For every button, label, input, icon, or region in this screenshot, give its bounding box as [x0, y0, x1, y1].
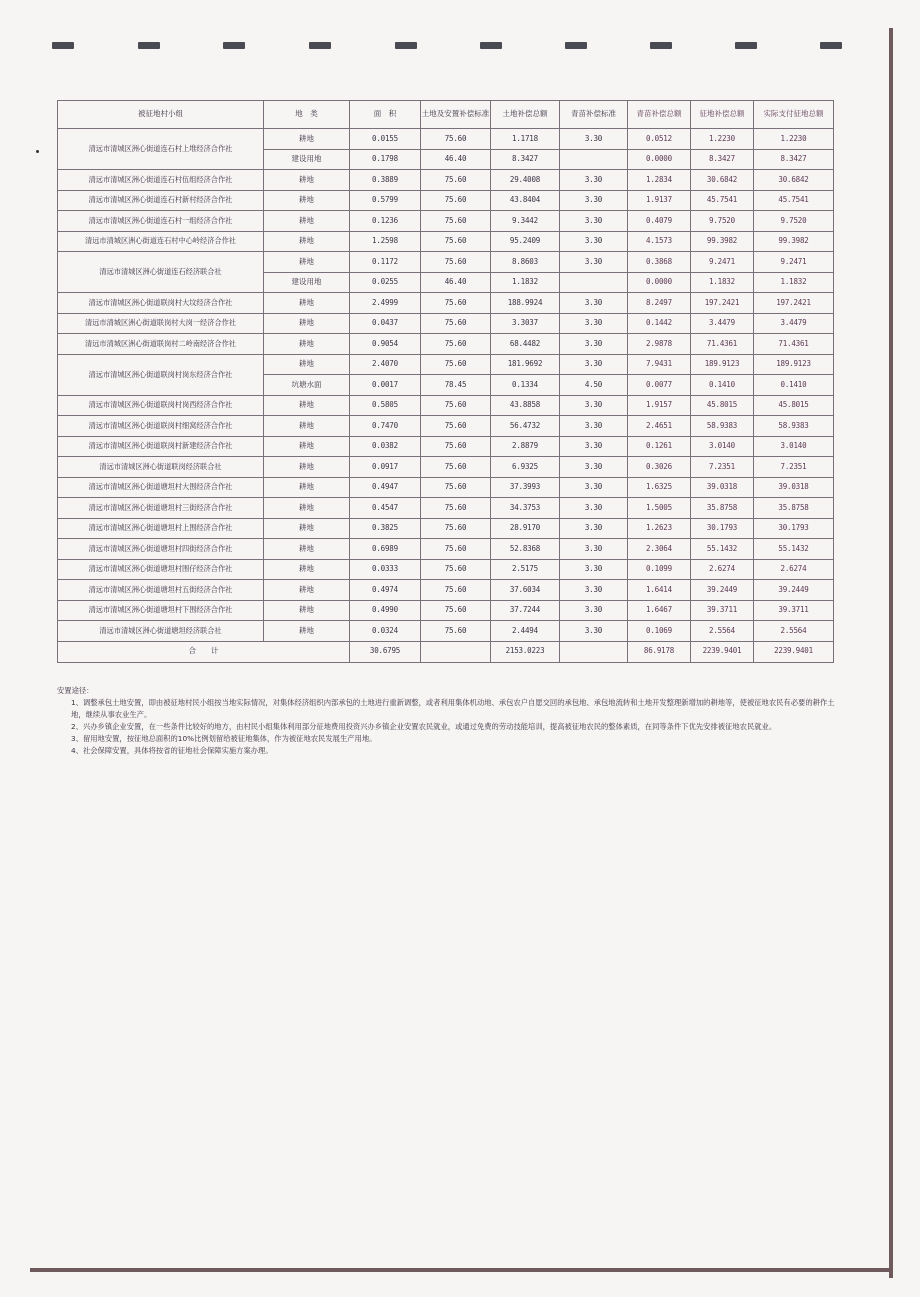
crop-comp-cell: 0.0000	[628, 272, 691, 293]
total-crop-comp-cell: 86.9178	[628, 641, 691, 662]
header-standard: 土地及安置补偿标准	[421, 101, 491, 129]
standard-cell: 75.60	[421, 354, 491, 375]
crop-comp-cell: 1.2623	[628, 518, 691, 539]
paid-total-cell: 45.8015	[754, 395, 834, 416]
paid-total-cell: 30.6842	[754, 170, 834, 191]
total-comp-cell: 2.6274	[691, 559, 754, 580]
area-cell: 0.0255	[350, 272, 421, 293]
total-paid-cell: 2239.9401	[754, 641, 834, 662]
crop-standard-cell	[560, 149, 628, 170]
page-border-bottom	[30, 1268, 892, 1272]
crop-standard-cell: 3.30	[560, 293, 628, 314]
land-type-cell: 耕地	[264, 436, 350, 457]
area-cell: 0.4990	[350, 600, 421, 621]
header-crop-comp: 青苗补偿总额	[628, 101, 691, 129]
compensation-table	[57, 100, 834, 663]
area-cell: 2.4070	[350, 354, 421, 375]
paid-total-cell: 8.3427	[754, 149, 834, 170]
table-row	[58, 518, 834, 539]
area-cell: 0.1236	[350, 211, 421, 232]
table-row	[58, 252, 834, 273]
group-name-cell: 清远市清城区洲心街道连石村一组经济合作社	[58, 211, 264, 232]
standard-cell: 75.60	[421, 334, 491, 355]
standard-cell: 75.60	[421, 129, 491, 150]
standard-cell: 78.45	[421, 375, 491, 396]
land-comp-cell: 188.9924	[491, 293, 560, 314]
paid-total-cell: 7.2351	[754, 457, 834, 478]
punch-hole	[820, 42, 842, 49]
total-comp-cell: 197.2421	[691, 293, 754, 314]
land-comp-cell: 8.3427	[491, 149, 560, 170]
header-group: 被征地村小组	[58, 101, 264, 129]
standard-cell: 75.60	[421, 313, 491, 334]
land-comp-cell: 28.9170	[491, 518, 560, 539]
total-comp-cell: 8.3427	[691, 149, 754, 170]
land-type-cell: 坑塘水面	[264, 375, 350, 396]
crop-standard-cell: 3.30	[560, 252, 628, 273]
group-name-cell: 清远市清城区洲心街道塘坦村五街经济合作社	[58, 580, 264, 601]
crop-standard-cell	[560, 272, 628, 293]
group-name-cell: 清远市清城区洲心街道连石村伍组经济合作社	[58, 170, 264, 191]
standard-cell: 75.60	[421, 477, 491, 498]
group-name-cell: 清远市清城区洲心街道连石村上堆经济合作社	[58, 129, 264, 170]
total-comp-cell: 9.2471	[691, 252, 754, 273]
crop-comp-cell: 1.6325	[628, 477, 691, 498]
paid-total-cell: 39.3711	[754, 600, 834, 621]
area-cell: 0.4547	[350, 498, 421, 519]
area-cell: 0.4974	[350, 580, 421, 601]
total-comp-cell: 39.0318	[691, 477, 754, 498]
land-type-cell: 耕地	[264, 621, 350, 642]
paid-total-cell: 2.6274	[754, 559, 834, 580]
area-cell: 0.7470	[350, 416, 421, 437]
group-name-cell: 清远市清城区洲心街道连石村中心岭经济合作社	[58, 231, 264, 252]
land-comp-cell: 56.4732	[491, 416, 560, 437]
land-comp-cell: 95.2409	[491, 231, 560, 252]
area-cell: 0.3889	[350, 170, 421, 191]
area-cell: 0.0017	[350, 375, 421, 396]
crop-comp-cell: 1.2834	[628, 170, 691, 191]
punch-hole	[565, 42, 587, 49]
crop-standard-cell: 3.30	[560, 129, 628, 150]
crop-standard-cell: 3.30	[560, 190, 628, 211]
total-comp-cell: 9.7520	[691, 211, 754, 232]
crop-standard-cell: 3.30	[560, 477, 628, 498]
land-type-cell: 耕地	[264, 231, 350, 252]
land-type-cell: 耕地	[264, 457, 350, 478]
crop-comp-cell: 1.9137	[628, 190, 691, 211]
crop-comp-cell: 2.4651	[628, 416, 691, 437]
crop-comp-cell: 0.0000	[628, 149, 691, 170]
group-name-cell: 清远市清城区洲心街道塘坦村大围经济合作社	[58, 477, 264, 498]
land-comp-cell: 1.1718	[491, 129, 560, 150]
paid-total-cell: 1.2230	[754, 129, 834, 150]
crop-comp-cell: 2.3064	[628, 539, 691, 560]
punch-hole	[138, 42, 160, 49]
paid-total-cell: 3.4479	[754, 313, 834, 334]
crop-standard-cell: 3.30	[560, 457, 628, 478]
crop-standard-cell: 3.30	[560, 334, 628, 355]
land-comp-cell: 43.8404	[491, 190, 560, 211]
table-row	[58, 436, 834, 457]
crop-comp-cell: 0.1069	[628, 621, 691, 642]
crop-standard-cell: 3.30	[560, 436, 628, 457]
land-type-cell: 耕地	[264, 539, 350, 560]
land-type-cell: 耕地	[264, 190, 350, 211]
total-comp-cell: 39.3711	[691, 600, 754, 621]
crop-comp-cell: 1.5005	[628, 498, 691, 519]
area-cell: 0.1798	[350, 149, 421, 170]
standard-cell: 75.60	[421, 518, 491, 539]
table-row	[58, 416, 834, 437]
paid-total-cell: 197.2421	[754, 293, 834, 314]
note-item: 3、留用地安置，按征地总面积的10%比例划留给被征地集体，作为被征地农民发展生产用地。	[71, 734, 377, 743]
standard-cell: 75.60	[421, 416, 491, 437]
standard-cell: 75.60	[421, 436, 491, 457]
total-comp-cell: 45.8015	[691, 395, 754, 416]
area-cell: 0.1172	[350, 252, 421, 273]
note-item: 1、调整承包土地安置，即由被征地村民小组按当地实际情况，对集体经济组织内部承包的土地进行重新调整，或者利用集体机动地、承包农户自愿交回的承包地、承包地流转和土地开发整理新增加的耕地等，使被征地农民有必要的耕作土地，继续从事农业生产。	[71, 698, 835, 719]
standard-cell: 75.60	[421, 539, 491, 560]
land-type-cell: 耕地	[264, 477, 350, 498]
area-cell: 0.5805	[350, 395, 421, 416]
paid-total-cell: 3.0140	[754, 436, 834, 457]
paid-total-cell: 45.7541	[754, 190, 834, 211]
crop-comp-cell: 0.1442	[628, 313, 691, 334]
punch-hole	[650, 42, 672, 49]
land-type-cell: 建设用地	[264, 272, 350, 293]
land-comp-cell: 2.5175	[491, 559, 560, 580]
group-name-cell: 清远市清城区洲心街道塘坦村上围经济合作社	[58, 518, 264, 539]
land-comp-cell: 2.4494	[491, 621, 560, 642]
land-comp-cell: 34.3753	[491, 498, 560, 519]
area-cell: 0.0917	[350, 457, 421, 478]
empty-cell	[421, 641, 491, 662]
group-name-cell: 清远市清城区洲心街道联岗村大岗一经济合作社	[58, 313, 264, 334]
standard-cell: 75.60	[421, 170, 491, 191]
crop-comp-cell: 0.0512	[628, 129, 691, 150]
land-type-cell: 耕地	[264, 129, 350, 150]
total-comp-cell: 30.6842	[691, 170, 754, 191]
crop-standard-cell: 3.30	[560, 170, 628, 191]
table-row	[58, 559, 834, 580]
total-comp-cell: 3.4479	[691, 313, 754, 334]
total-comp-cell: 39.2449	[691, 580, 754, 601]
group-name-cell: 清远市清城区洲心街道塘坦村三街经济合作社	[58, 498, 264, 519]
area-cell: 0.5799	[350, 190, 421, 211]
table-row	[58, 580, 834, 601]
header-paid-total: 实际支付征地总额	[754, 101, 834, 129]
crop-comp-cell: 8.2497	[628, 293, 691, 314]
land-comp-cell: 37.3993	[491, 477, 560, 498]
punch-hole	[480, 42, 502, 49]
crop-standard-cell: 3.30	[560, 211, 628, 232]
area-cell: 1.2598	[350, 231, 421, 252]
total-comp-cell: 55.1432	[691, 539, 754, 560]
land-type-cell: 耕地	[264, 416, 350, 437]
crop-standard-cell: 3.30	[560, 580, 628, 601]
standard-cell: 46.40	[421, 149, 491, 170]
area-cell: 0.0324	[350, 621, 421, 642]
header-land-comp: 土地补偿总额	[491, 101, 560, 129]
table-row	[58, 170, 834, 191]
area-cell: 0.0333	[350, 559, 421, 580]
land-comp-cell: 9.3442	[491, 211, 560, 232]
paid-total-cell: 39.2449	[754, 580, 834, 601]
paid-total-cell: 39.0318	[754, 477, 834, 498]
land-type-cell: 耕地	[264, 211, 350, 232]
land-comp-cell: 37.7244	[491, 600, 560, 621]
crop-standard-cell: 3.30	[560, 395, 628, 416]
table-row	[58, 600, 834, 621]
land-type-cell: 耕地	[264, 252, 350, 273]
paid-total-cell: 2.5564	[754, 621, 834, 642]
standard-cell: 75.60	[421, 190, 491, 211]
group-name-cell: 清远市清城区洲心街道联岗村二岭南经济合作社	[58, 334, 264, 355]
paid-total-cell: 30.1793	[754, 518, 834, 539]
paid-total-cell: 189.9123	[754, 354, 834, 375]
punch-hole	[52, 42, 74, 49]
table-row	[58, 457, 834, 478]
crop-standard-cell: 3.30	[560, 559, 628, 580]
group-name-cell: 清远市清城区洲心街道联岗村细窝经济合作社	[58, 416, 264, 437]
land-comp-cell: 68.4482	[491, 334, 560, 355]
paid-total-cell: 99.3982	[754, 231, 834, 252]
area-cell: 2.4999	[350, 293, 421, 314]
crop-comp-cell: 1.9157	[628, 395, 691, 416]
crop-standard-cell: 3.30	[560, 539, 628, 560]
punch-hole	[735, 42, 757, 49]
header-area: 面 积	[350, 101, 421, 129]
table-row	[58, 498, 834, 519]
notes-title: 安置途径：	[57, 686, 94, 695]
standard-cell: 75.60	[421, 252, 491, 273]
standard-cell: 75.60	[421, 580, 491, 601]
resettlement-notes	[57, 685, 837, 757]
total-comp-cell: 7.2351	[691, 457, 754, 478]
land-type-cell: 耕地	[264, 170, 350, 191]
group-name-cell: 清远市清城区洲心街道联岗村大坟经济合作社	[58, 293, 264, 314]
total-comp-cell: 35.8758	[691, 498, 754, 519]
group-name-cell: 清远市清城区洲心街道连石村新村经济合作社	[58, 190, 264, 211]
land-type-cell: 耕地	[264, 395, 350, 416]
group-name-cell: 清远市清城区洲心街道塘坦村下围经济合作社	[58, 600, 264, 621]
paid-total-cell: 55.1432	[754, 539, 834, 560]
total-comp-cell: 71.4361	[691, 334, 754, 355]
crop-standard-cell: 4.50	[560, 375, 628, 396]
note-item: 2、兴办乡镇企业安置，在一些条件比较好的地方，由村民小组集体利用部分征地费用投资兴办乡镇企业安置农民就业，或通过免费的劳动技能培训，提高被征地农民的整体素质，在同等条件下优先安排被征地农民就业。	[71, 722, 777, 731]
table-row	[58, 129, 834, 150]
area-cell: 0.6989	[350, 539, 421, 560]
land-type-cell: 耕地	[264, 580, 350, 601]
total-area-cell: 30.6795	[350, 641, 421, 662]
paid-total-cell: 9.2471	[754, 252, 834, 273]
paid-total-cell: 1.1832	[754, 272, 834, 293]
total-comp-cell: 2239.9401	[691, 641, 754, 662]
crop-comp-cell: 4.1573	[628, 231, 691, 252]
land-comp-cell: 2.8879	[491, 436, 560, 457]
crop-comp-cell: 7.9431	[628, 354, 691, 375]
land-comp-cell: 1.1832	[491, 272, 560, 293]
crop-standard-cell: 3.30	[560, 621, 628, 642]
crop-standard-cell: 3.30	[560, 600, 628, 621]
standard-cell: 75.60	[421, 621, 491, 642]
page-border-right	[889, 28, 893, 1278]
standard-cell: 75.60	[421, 498, 491, 519]
header-crop-standard: 青苗补偿标准	[560, 101, 628, 129]
crop-standard-cell: 3.30	[560, 231, 628, 252]
land-comp-cell: 52.8368	[491, 539, 560, 560]
standard-cell: 75.60	[421, 600, 491, 621]
land-type-cell: 耕地	[264, 559, 350, 580]
paid-total-cell: 71.4361	[754, 334, 834, 355]
crop-comp-cell: 0.3026	[628, 457, 691, 478]
total-label-cell: 合 计	[58, 641, 350, 662]
land-comp-cell: 8.8603	[491, 252, 560, 273]
paid-total-cell: 0.1410	[754, 375, 834, 396]
land-type-cell: 耕地	[264, 313, 350, 334]
crop-standard-cell: 3.30	[560, 518, 628, 539]
group-name-cell: 清远市清城区洲心街道联岗经济联合社	[58, 457, 264, 478]
total-comp-cell: 2.5564	[691, 621, 754, 642]
land-comp-cell: 6.9325	[491, 457, 560, 478]
land-type-cell: 耕地	[264, 293, 350, 314]
table-row	[58, 539, 834, 560]
paid-total-cell: 35.8758	[754, 498, 834, 519]
crop-comp-cell: 0.4079	[628, 211, 691, 232]
header-total-comp: 征地补偿总额	[691, 101, 754, 129]
total-row	[58, 641, 834, 662]
crop-standard-cell: 3.30	[560, 354, 628, 375]
total-comp-cell: 189.9123	[691, 354, 754, 375]
total-comp-cell: 58.9383	[691, 416, 754, 437]
empty-cell	[560, 641, 628, 662]
land-comp-cell: 43.8858	[491, 395, 560, 416]
land-comp-cell: 37.6034	[491, 580, 560, 601]
group-name-cell: 清远市清城区洲心街道联岗村岗东经济合作社	[58, 354, 264, 395]
table-row	[58, 211, 834, 232]
crop-comp-cell: 0.1099	[628, 559, 691, 580]
land-type-cell: 耕地	[264, 600, 350, 621]
area-cell: 0.9054	[350, 334, 421, 355]
table-row	[58, 231, 834, 252]
header-land-type: 地 类	[264, 101, 350, 129]
total-comp-cell: 1.2230	[691, 129, 754, 150]
total-comp-cell: 45.7541	[691, 190, 754, 211]
area-cell: 0.0155	[350, 129, 421, 150]
total-comp-cell: 1.1832	[691, 272, 754, 293]
land-comp-cell: 3.3037	[491, 313, 560, 334]
table-row	[58, 313, 834, 334]
land-comp-cell: 29.4008	[491, 170, 560, 191]
standard-cell: 75.60	[421, 211, 491, 232]
land-type-cell: 耕地	[264, 498, 350, 519]
crop-comp-cell: 0.1261	[628, 436, 691, 457]
crop-standard-cell: 3.30	[560, 416, 628, 437]
total-land-comp-cell: 2153.0223	[491, 641, 560, 662]
crop-comp-cell: 1.6414	[628, 580, 691, 601]
group-name-cell: 清远市清城区洲心街道塘坦村四街经济合作社	[58, 539, 264, 560]
land-type-cell: 耕地	[264, 354, 350, 375]
group-name-cell: 清远市清城区洲心街道连石经济联合社	[58, 252, 264, 293]
standard-cell: 75.60	[421, 395, 491, 416]
group-name-cell: 清远市清城区洲心街道联岗村岗西经济合作社	[58, 395, 264, 416]
standard-cell: 75.60	[421, 457, 491, 478]
land-type-cell: 建设用地	[264, 149, 350, 170]
table-row	[58, 293, 834, 314]
paid-total-cell: 58.9383	[754, 416, 834, 437]
total-comp-cell: 99.3982	[691, 231, 754, 252]
punch-hole	[223, 42, 245, 49]
table-row	[58, 395, 834, 416]
group-name-cell: 清远市清城区洲心街道联岗村新建经济合作社	[58, 436, 264, 457]
scan-speck	[36, 150, 39, 153]
standard-cell: 75.60	[421, 231, 491, 252]
punch-hole	[395, 42, 417, 49]
standard-cell: 46.40	[421, 272, 491, 293]
note-item: 4、社会保障安置，具体将按省的征地社会保障实施方案办理。	[71, 746, 273, 755]
area-cell: 0.4947	[350, 477, 421, 498]
total-comp-cell: 3.0140	[691, 436, 754, 457]
standard-cell: 75.60	[421, 293, 491, 314]
crop-standard-cell: 3.30	[560, 313, 628, 334]
land-type-cell: 耕地	[264, 334, 350, 355]
total-comp-cell: 30.1793	[691, 518, 754, 539]
table-row	[58, 354, 834, 375]
table-row	[58, 334, 834, 355]
area-cell: 0.0437	[350, 313, 421, 334]
land-comp-cell: 181.9692	[491, 354, 560, 375]
standard-cell: 75.60	[421, 559, 491, 580]
crop-comp-cell: 1.6467	[628, 600, 691, 621]
land-comp-cell: 0.1334	[491, 375, 560, 396]
area-cell: 0.3825	[350, 518, 421, 539]
total-comp-cell: 0.1410	[691, 375, 754, 396]
table-header-row	[58, 101, 834, 129]
paid-total-cell: 9.7520	[754, 211, 834, 232]
group-name-cell: 清远市清城区洲心街道塘坦村围仔经济合作社	[58, 559, 264, 580]
crop-comp-cell: 0.0077	[628, 375, 691, 396]
land-type-cell: 耕地	[264, 518, 350, 539]
group-name-cell: 清远市清城区洲心街道塘坦经济联合社	[58, 621, 264, 642]
table-row	[58, 190, 834, 211]
table-row	[58, 621, 834, 642]
crop-comp-cell: 2.9878	[628, 334, 691, 355]
crop-comp-cell: 0.3868	[628, 252, 691, 273]
crop-standard-cell: 3.30	[560, 498, 628, 519]
area-cell: 0.0382	[350, 436, 421, 457]
table-row	[58, 477, 834, 498]
punch-hole	[309, 42, 331, 49]
